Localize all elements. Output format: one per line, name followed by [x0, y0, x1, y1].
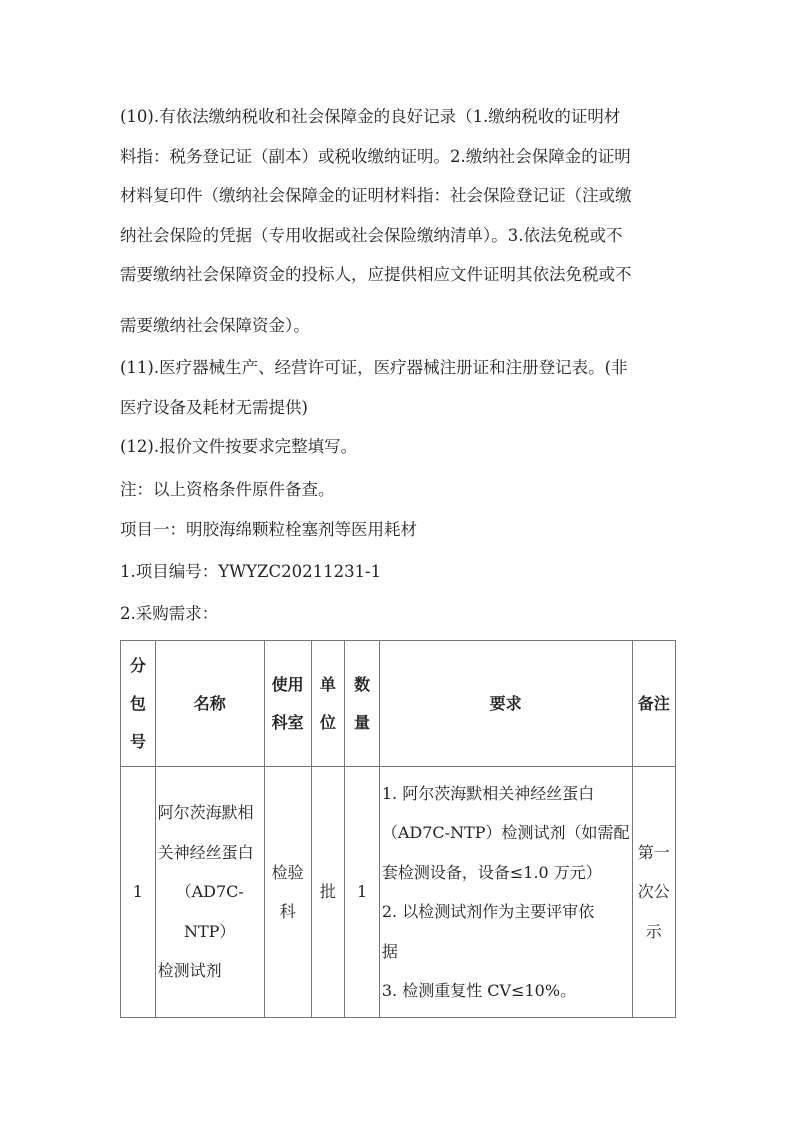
header-department: 使用科室: [264, 641, 311, 767]
paragraph-line: 医疗设备及耗材无需提供): [120, 398, 308, 417]
cell-remark: 第一 次公 示: [632, 767, 675, 1018]
project-title: 项目一：明胶海绵颗粒栓塞剂等医用耗材: [120, 520, 417, 539]
table-header-row: [121, 641, 676, 767]
header-quantity: 数量: [345, 641, 380, 767]
paragraph-line: 需要缴纳社会保障资金）。: [120, 316, 310, 335]
header-name: 名称: [155, 641, 264, 767]
cell-package: 1: [121, 767, 156, 1018]
header-package: 分包号: [121, 641, 156, 767]
paragraph-line: (11).医疗器械生产、经营许可证，医疗器械注册证和注册登记表。(非: [120, 358, 628, 377]
cell-name: 阿尔茨海默相 关神经丝蛋白 （AD7C-NTP） 检测试剂: [155, 767, 264, 1018]
table-row: [121, 767, 676, 1018]
procurement-table: [120, 640, 676, 1018]
header-requirements: 要求: [379, 641, 632, 767]
paragraph-line: (10).有依法缴纳税收和社会保障金的良好记录（1.缴纳税收的证明材: [120, 107, 621, 126]
note-line: 注：以上资格条件原件备查。: [120, 480, 335, 499]
paragraph-line: 需要缴纳社会保障资金的投标人，应提供相应文件证明其依法免税或不: [120, 265, 632, 284]
header-unit: 单位: [311, 641, 345, 767]
header-remark: 备注: [632, 641, 675, 767]
cell-department: 检验 科: [264, 767, 311, 1018]
project-number: 1.项目编号：YWYZC20211231-1: [120, 562, 382, 581]
paragraph-line: 材料复印件（缴纳社会保障金的证明材料指：社会保险登记证（注或缴: [120, 186, 632, 205]
paragraph-line: 纳社会保险的凭据（专用收据或社会保险缴纳清单）。3.依法免税或不: [120, 226, 623, 245]
cell-quantity: 1: [345, 767, 380, 1018]
procurement-heading: 2.采购需求：: [120, 604, 219, 623]
paragraph-line: (12).报价文件按要求完整填写。: [120, 437, 358, 456]
cell-unit: 批: [311, 767, 345, 1018]
cell-requirements: 1. 阿尔茨海默相关神经丝蛋白 （AD7C-NTP）检测试剂（如需配 套检测设备，设备≤1.0 万元） 2. 以检测试剂作为主要评审依 据 3. 检测重复性 CV≤10%。: [379, 767, 632, 1018]
paragraph-line: 料指：税务登记证（副本）或税收缴纳证明。2.缴纳社会保障金的证明: [120, 147, 631, 166]
